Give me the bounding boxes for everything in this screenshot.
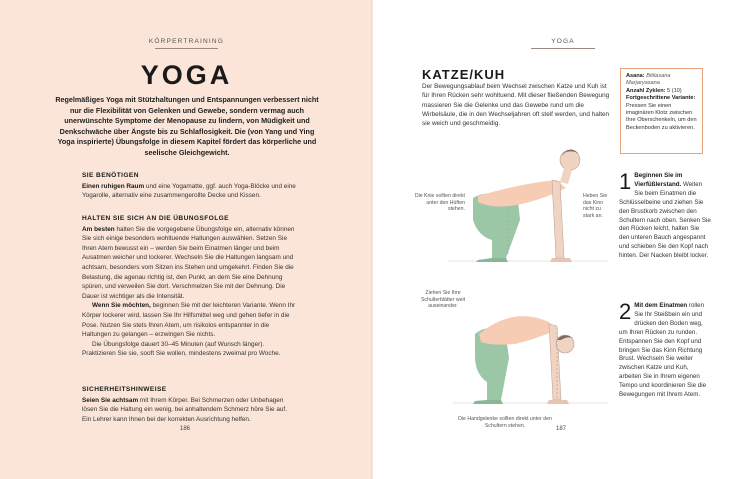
neck-shape	[560, 168, 572, 184]
section-sequence	[82, 214, 297, 359]
cycles-label: Anzahl Zyklen:	[626, 87, 666, 94]
lead-text: Seien Sie achtsam	[82, 396, 139, 404]
step-number: 2	[619, 299, 632, 324]
advanced-label: Fortgeschrittene Variante:	[626, 95, 696, 102]
page-title: YOGA	[140, 60, 233, 90]
cycles-row	[626, 88, 697, 95]
step-number: 1	[619, 169, 632, 194]
asana-label: Asana:	[626, 73, 645, 79]
lead-text: Am besten	[82, 225, 115, 233]
running-head-left: KÖRPERTRAINING	[148, 38, 225, 45]
running-head-rule	[531, 48, 595, 49]
callout-shoulders: Ziehen Sie Ihre Schulterblätter weit auseinander.	[420, 290, 466, 309]
section-heading: HALTEN SIE SICH AN DIE ÜBUNGSFOLGE	[82, 215, 229, 222]
body-text: mit Ihrem Körper. Bei Schmerzen oder Unbehagen lösen Sie die Haltung ein wenig, bei anhaltendem Schmerz höre Sie auf. Ein Lehrer kann Ihnen bei der korrekten Ausrichtung helfen.	[82, 396, 287, 423]
section-body	[82, 301, 297, 339]
section-heading: SICHERHEITSHINWEISE	[82, 386, 167, 393]
step-2	[619, 299, 711, 400]
cycles-value: 5 (10)	[667, 87, 682, 94]
step-text: rollen Sie Ihr Steißbein ein und drücken den Boden weg, um Ihren Rücken zu runden. Entspannen Sie den Kopf und bringen Sie das Kinn Richtung Brust. Wechseln Sie weiter zwischen Katze und Kuh, arbeiten Sie in Ihrem eigenen Tempo und koordinieren Sie die Bewegungen mit Ihrem Atem.	[619, 302, 707, 399]
section-you-need	[82, 171, 297, 201]
shin-shape	[473, 400, 503, 404]
cat-pose-illustration	[453, 300, 608, 415]
arm-shape	[549, 324, 561, 400]
step-1	[619, 169, 711, 261]
section-safety	[82, 385, 297, 424]
advanced-row	[626, 95, 697, 102]
intro-paragraph: Regelmäßiges Yoga mit Stützhaltungen und Entspannungen verbessert nicht nur die Flexibilität von Gelenken und Gewebe, sondern vermag auch unerwünschte Symptome der Menopause zu lindern, von Müdigkeit und Denkschwäche über Ängste bis zu Schlaflosigkeit. Die (von Yang und Ying Yoga inspirierte) Übungsfolge in diesem Kapitel fördert das körperliche und seelische Gleichgewicht.	[55, 95, 319, 157]
section-heading: SIE BENÖTIGEN	[82, 172, 139, 179]
hand-shape	[547, 400, 569, 404]
running-head-right: YOGA	[551, 38, 575, 45]
step-lead: Mit dem Einatmen	[634, 302, 688, 309]
section-body	[82, 182, 297, 201]
advanced-text: Pressen Sie einen imaginären Klotz zwischen Ihre Oberschenkeln, um den Beckenboden zu aktivieren.	[626, 102, 697, 131]
section-body	[82, 225, 297, 302]
right-page	[373, 0, 750, 479]
head-shape	[560, 150, 580, 170]
hand-shape	[550, 258, 572, 262]
step-lead: Beginnen Sie im Vierfüßlerstand.	[634, 172, 683, 188]
body-text: und eine Yogamatte, ggf. auch Yoga-Blöcke und eine Yogarolle, alternativ eine zusammengerollte Decke und Kissen.	[82, 182, 296, 200]
body-text: halten Sie die vorgegebene Übungsfolge ein, alternativ können Sie sich einige besonders wohltuende Haltungen auswählen. Setzen Sie Ihren Atem bewusst ein – werden Sie beim Einatmen länger und beim Ausatmen weicher und lockerer. Wechseln Sie die Haltungen langsam und achtsam, besonders vom Sitzen ins Stehen und umgekehrt. Finden Sie die Belastung, die agenau richtig ist, den Punkt, an dem Sie eine Dehnung spüren, und verweilen Sie dort. Verschmelzen Sie mit der Dehnung. Die Dauer ist wichtiger als die Intensität.	[82, 225, 295, 300]
body-text: beginnen Sie mit der leichteren Variante. Wenn Ihr Körper lockerer wird, lassen Sie Ihr Hilfsmittel weg und gehen tiefer in die Pose. Nutzen Sie stets Ihren Atem, um risikolos entspannter in die Haltungen zu gelangen – erzwingen Sie nichts.	[82, 302, 296, 339]
asana-name: Bitilasana Marjaryasana	[626, 73, 671, 87]
step-text: Weiten Sie beim Einatmen die Schlüsselbeine und ziehen Sie den Brustkorb zwischen den Schultern nach oben. Senken Sie den Rücken leicht, halten Sie den unteren Bauch angespannt und schieben Sie den Kopf nach hinten. Der Nacken bleibt locker.	[619, 180, 711, 260]
asana-info-box	[620, 68, 703, 154]
callout-chin: Heben Sie das Kinn nicht zu stark an.	[583, 193, 608, 219]
exercise-intro: Der Bewegungsablauf beim Wechsel zwischen Katze und Kuh ist für Ihren Rücken sehr wohltuend. Mit dieser fließenden Bewegung massieren Sie die Gelenke und das Gewebe rund um die Wirbelsäule, die in den Wechseljahren oft steif werden, und halten sie weich und geschmeidig.	[422, 83, 610, 128]
lead-text: Einen ruhigen Raum	[82, 182, 145, 190]
section-body: Die Übungsfolge dauert 30–45 Minuten (auf Wunsch länger). Praktizieren Sie sie, sooft Sie wollen, mindestens zweimal pro Woche.	[82, 340, 281, 358]
torso-shape	[479, 316, 557, 344]
arm-shape	[552, 180, 564, 258]
callout-knees: Die Knie sollten direkt unter den Hüften stehen.	[414, 193, 465, 212]
shin-shape	[476, 258, 508, 262]
left-page	[0, 0, 373, 479]
exercise-title: KATZE/KUH	[422, 67, 506, 82]
asana-row	[626, 73, 697, 88]
callout-wrists: Die Handgelenke sollten direkt unter den Schultern stehen.	[458, 416, 552, 429]
page-number-left: 186	[180, 426, 191, 432]
page-number-right: 187	[556, 426, 567, 432]
running-head-rule	[155, 48, 218, 49]
lead-text: Wenn Sie möchten,	[92, 302, 151, 310]
section-body	[82, 396, 297, 425]
